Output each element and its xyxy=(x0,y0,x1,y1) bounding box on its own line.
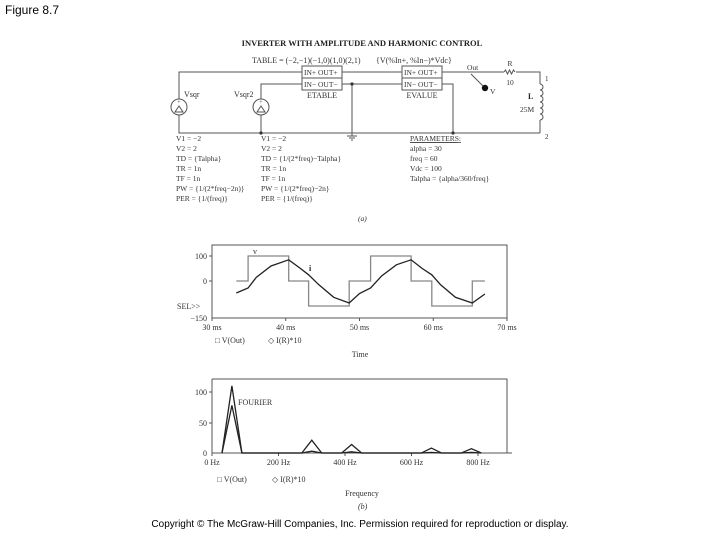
inductor-icon xyxy=(540,84,543,120)
freq-x-ticks xyxy=(204,453,490,467)
vsqr-params xyxy=(176,134,244,203)
x-tick-label: 70 ms xyxy=(497,323,517,332)
evalue-block xyxy=(402,66,442,100)
wire-r-l xyxy=(516,72,540,84)
annotation-i: i xyxy=(309,264,312,273)
svg-text:TR = 1n: TR = 1n xyxy=(261,164,287,173)
time-x-ticks xyxy=(202,318,516,332)
etable-label: ETABLE xyxy=(306,91,338,100)
etable-block xyxy=(302,66,342,100)
series-v-out-spectrum xyxy=(222,386,481,453)
evalue-pin-bottom: IN− OUT− xyxy=(404,80,438,89)
probe-label: V xyxy=(490,87,496,96)
svg-text:V1 = −2: V1 = −2 xyxy=(261,134,287,143)
vsqr2-label: Vsqr2 xyxy=(234,90,254,99)
resistor-icon xyxy=(504,70,515,74)
resistor-name: R xyxy=(507,59,513,68)
y-tick-neg150: −150 xyxy=(190,314,207,323)
wire-ground-bus xyxy=(179,115,540,133)
wire-vsqr2-in xyxy=(261,84,302,99)
svg-text:PW = {1/(2*freq)−2n}: PW = {1/(2*freq)−2n} xyxy=(261,184,330,193)
x-tick-label: 800 Hz xyxy=(466,458,490,467)
x-tick-label: 60 ms xyxy=(423,323,443,332)
svg-text:TF = 1n: TF = 1n xyxy=(261,174,286,183)
annotation-v: v xyxy=(253,247,257,256)
voltage-source-icon xyxy=(171,90,200,115)
out-node-label: Out xyxy=(467,63,479,72)
y-tick-0: 0 xyxy=(203,449,207,458)
legend-i-r: ◇ I(R)*10 xyxy=(268,336,302,345)
svg-text:freq = 60: freq = 60 xyxy=(410,154,438,163)
copyright-notice: Copyright © The McGraw-Hill Companies, Inc. Permission required for reproduction or display. xyxy=(151,519,569,530)
x-tick-label: 50 ms xyxy=(349,323,370,332)
legend-v-out: □ V(Out) xyxy=(217,475,247,484)
svg-text:TD = {1/(2*freq)−Talpha}: TD = {1/(2*freq)−Talpha} xyxy=(261,154,342,163)
svg-text:PW = {1/(2*freq−2n)}: PW = {1/(2*freq−2n)} xyxy=(176,184,245,193)
inductor-value: 25M xyxy=(520,105,535,114)
table-expression: TABLE = (−2,−1)(−1,0)(1,0)(2,1) xyxy=(252,56,361,65)
voltage-source-icon xyxy=(234,90,269,115)
wire-evalue-outminus xyxy=(442,84,453,133)
caption-b: (b) xyxy=(358,502,368,511)
legend-v-out: □ V(Out) xyxy=(215,336,245,345)
svg-text:Vdc = 100: Vdc = 100 xyxy=(410,164,442,173)
fourier-title: FOURIER xyxy=(238,398,273,407)
inductor-node1: 1 xyxy=(545,75,549,83)
series-i-r-spectrum xyxy=(222,405,481,453)
svg-text:alpha = 30: alpha = 30 xyxy=(410,144,442,153)
evalue-pin-top: IN+ OUT+ xyxy=(404,68,438,77)
x-tick-label: 0 Hz xyxy=(204,458,220,467)
inductor-node2: 2 xyxy=(545,133,549,141)
svg-text:TF = 1n: TF = 1n xyxy=(176,174,201,183)
svg-text:V2 = 2: V2 = 2 xyxy=(176,144,197,153)
fourier-chart xyxy=(195,379,512,511)
sel-marker: SEL>> xyxy=(177,302,201,311)
fourier-plot-frame xyxy=(212,379,507,453)
schematic xyxy=(171,38,549,223)
series-v-out xyxy=(236,256,485,306)
caption-a: (a) xyxy=(358,214,367,223)
time-xlabel: Time xyxy=(351,350,369,359)
svg-text:+: + xyxy=(177,100,181,106)
svg-text:V2 = 2: V2 = 2 xyxy=(261,144,282,153)
inductor-name: L xyxy=(528,92,534,101)
ground-icon xyxy=(347,133,357,140)
etable-pin-bottom: IN− OUT− xyxy=(304,80,338,89)
voltage-probe-icon xyxy=(482,85,488,91)
schematic-title: INVERTER WITH AMPLITUDE AND HARMONIC CONTROL xyxy=(241,38,483,48)
junction-dot xyxy=(350,82,353,85)
probe-lead xyxy=(471,74,483,86)
parameters-heading: PARAMETERS: xyxy=(410,134,461,143)
y-tick-100: 100 xyxy=(195,388,207,397)
figure-label: Figure 8.7 xyxy=(5,3,60,17)
time-domain-chart xyxy=(177,245,517,359)
svg-text:PER = {1/(freq)}: PER = {1/(freq)} xyxy=(261,194,313,203)
y-tick-50: 50 xyxy=(199,419,207,428)
etable-pin-top: IN+ OUT+ xyxy=(304,68,338,77)
parameters-block xyxy=(410,134,489,183)
vsqr-label: Vsqr xyxy=(184,90,200,99)
x-tick-label: 200 Hz xyxy=(266,458,291,467)
x-tick-label: 600 Hz xyxy=(399,458,424,467)
legend-i-r: ◇ I(R)*10 xyxy=(272,475,306,484)
y-tick-0: 0 xyxy=(203,277,207,286)
y-tick-100: 100 xyxy=(195,252,207,261)
freq-xlabel: Frequency xyxy=(345,489,379,498)
svg-text:Talpha = {alpha/360/freq}: Talpha = {alpha/360/freq} xyxy=(410,174,490,183)
evalue-label: EVALUE xyxy=(406,91,438,100)
svg-text:PER = {1/(freq)}: PER = {1/(freq)} xyxy=(176,194,228,203)
x-tick-label: 30 ms xyxy=(202,323,222,332)
evalue-expression: {V(%In+, %In−)*Vdc} xyxy=(376,56,452,65)
x-tick-label: 40 ms xyxy=(276,323,296,332)
svg-text:TD = {Talpha}: TD = {Talpha} xyxy=(176,154,222,163)
x-tick-label: 400 Hz xyxy=(333,458,357,467)
svg-text:TR = 1n: TR = 1n xyxy=(176,164,202,173)
svg-text:+: + xyxy=(259,100,263,106)
resistor-value: 10 xyxy=(506,78,514,87)
vsqr2-params xyxy=(261,134,341,203)
svg-text:V1 = −2: V1 = −2 xyxy=(176,134,202,143)
